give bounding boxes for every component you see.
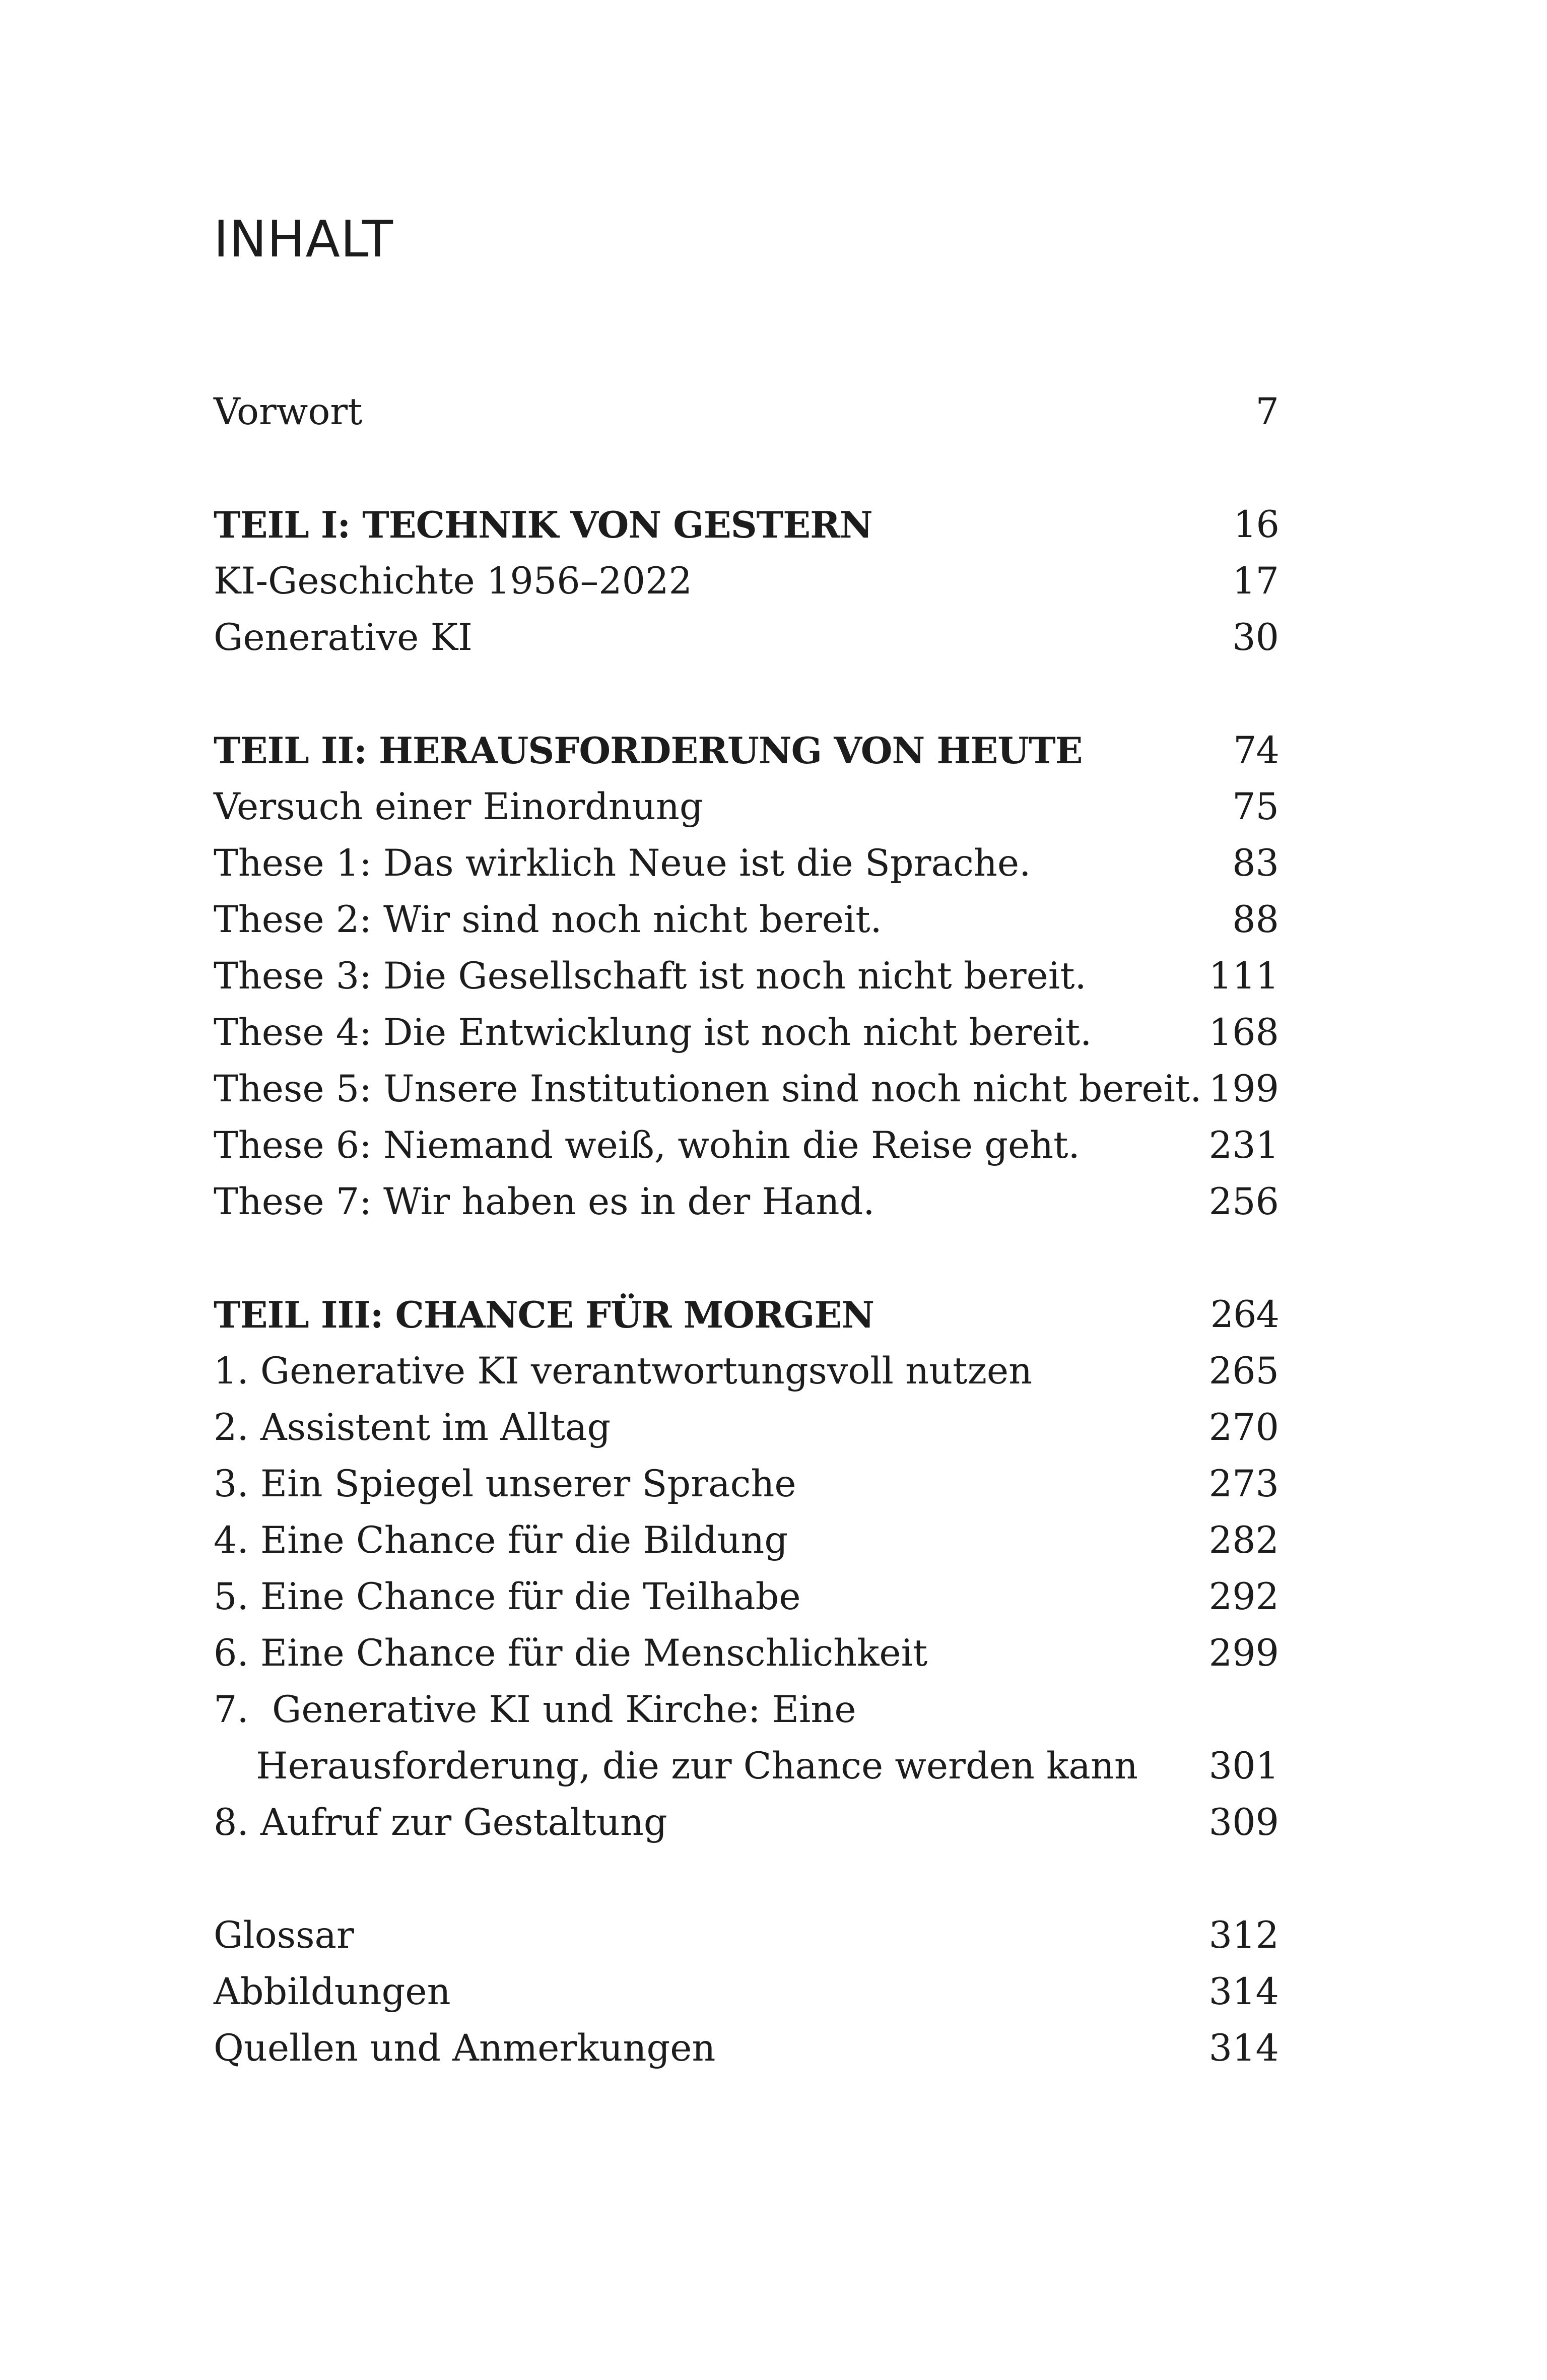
toc-entry-multiline-continuation (214, 1738, 1279, 1795)
toc-entry (214, 1117, 1279, 1174)
toc-entry-title: Vorwort (214, 390, 363, 433)
toc-entry (214, 1343, 1279, 1400)
toc-entry (214, 553, 1279, 610)
toc-entry-title: Versuch einer Einordnung (214, 785, 703, 828)
part-page: 74 (1233, 729, 1279, 772)
part-page: 16 (1233, 503, 1279, 546)
toc-entry-title: These 2: Wir sind noch nicht bereit. (214, 898, 882, 941)
toc-entry-page: 292 (1208, 1575, 1279, 1618)
toc-entry-title: 3. Ein Spiegel unserer Sprache (214, 1463, 796, 1505)
part-title: TEIL I: TECHNIK VON GESTERN (214, 503, 872, 546)
toc-entry-title: These 4: Die Entwicklung ist noch nicht bereit. (214, 1011, 1092, 1054)
toc-entry-page: 314 (1208, 2027, 1279, 2070)
toc-entry-abbildungen (214, 1964, 1279, 2020)
part-title: TEIL II: HERAUSFORDERUNG VON HEUTE (214, 729, 1083, 772)
toc-entry-title: KI-Geschichte 1956–2022 (214, 560, 692, 603)
toc-entry-title: 4. Eine Chance für die Bildung (214, 1519, 788, 1562)
toc-entry-title: 2. Assistent im Alltag (214, 1406, 611, 1449)
section-spacer (214, 440, 1279, 497)
toc-entry-title: 5. Eine Chance für die Teilhabe (214, 1575, 801, 1618)
section-spacer (214, 1230, 1279, 1287)
toc-entry (214, 779, 1279, 835)
toc-entry (214, 948, 1279, 1005)
section-spacer (214, 666, 1279, 722)
toc-entry-page: 265 (1208, 1350, 1279, 1393)
toc-entry-page: 199 (1208, 1068, 1279, 1110)
toc-entry (214, 1512, 1279, 1569)
toc-entry (214, 1061, 1279, 1117)
toc-entry-page: 75 (1232, 785, 1279, 828)
toc-entry-title: Glossar (214, 1914, 354, 1957)
toc-entry-title: 7. Generative KI und Kirche: Eine (214, 1688, 856, 1731)
toc-entry-title: These 5: Unsere Institutionen sind noch nicht bereit. (214, 1068, 1202, 1110)
toc-entry-page: 270 (1208, 1406, 1279, 1449)
table-of-contents (214, 384, 1279, 2077)
toc-entry-glossar (214, 1907, 1279, 1964)
toc-entry (214, 610, 1279, 666)
toc-entry-title: 8. Aufruf zur Gestaltung (214, 1801, 667, 1844)
toc-entry-page: 314 (1208, 1970, 1279, 2013)
toc-entry-title: These 1: Das wirklich Neue ist die Sprache. (214, 842, 1031, 885)
toc-entry-vorwort (214, 384, 1279, 440)
toc-entry-page: 299 (1208, 1632, 1279, 1675)
toc-entry-title: These 3: Die Gesellschaft ist noch nicht bereit. (214, 955, 1087, 998)
toc-entry (214, 835, 1279, 892)
toc-entry-page: 111 (1208, 955, 1279, 998)
toc-entry-page: 312 (1208, 1914, 1279, 1957)
toc-entry-title: Abbildungen (214, 1970, 451, 2013)
toc-entry-page: 17 (1232, 560, 1279, 603)
toc-entry-page: 7 (1255, 390, 1279, 433)
toc-entry (214, 1400, 1279, 1456)
toc-entry-title: 6. Eine Chance für die Menschlichkeit (214, 1632, 928, 1675)
toc-entry-page: 309 (1208, 1801, 1279, 1844)
toc-entry (214, 1569, 1279, 1625)
toc-entry-page: 88 (1232, 898, 1279, 941)
toc-entry (214, 1005, 1279, 1061)
toc-entry (214, 1456, 1279, 1512)
toc-entry-page: 231 (1208, 1124, 1279, 1167)
part-page: 264 (1210, 1293, 1279, 1336)
toc-entry-page: 256 (1208, 1180, 1279, 1223)
toc-entry-page: 273 (1208, 1463, 1279, 1505)
part-heading-1 (214, 497, 1279, 553)
toc-entry-multiline-first (214, 1682, 1279, 1738)
toc-entry-title: Generative KI (214, 616, 473, 659)
part-title: TEIL III: CHANCE FÜR MORGEN (214, 1293, 875, 1336)
toc-entry-page: 168 (1208, 1011, 1279, 1054)
toc-entry-title: These 6: Niemand weiß, wohin die Reise geht. (214, 1124, 1080, 1167)
toc-entry-title: Quellen und Anmerkungen (214, 2027, 716, 2070)
toc-entry-title-continuation: Herausforderung, die zur Chance werden kann (256, 1745, 1138, 1788)
section-spacer (214, 1851, 1279, 1907)
toc-entry (214, 1174, 1279, 1230)
toc-entry-quellen (214, 2020, 1279, 2077)
toc-entry (214, 892, 1279, 948)
toc-entry-page: 30 (1232, 616, 1279, 659)
part-heading-2 (214, 722, 1279, 779)
part-heading-3 (214, 1287, 1279, 1343)
toc-entry-page: 301 (1208, 1745, 1279, 1788)
toc-entry-title: 1. Generative KI verantwortungsvoll nutzen (214, 1350, 1033, 1393)
page-title: INHALT (214, 210, 393, 269)
toc-entry (214, 1795, 1279, 1851)
toc-entry-title: These 7: Wir haben es in der Hand. (214, 1180, 875, 1223)
toc-entry (214, 1625, 1279, 1682)
toc-entry-page: 83 (1232, 842, 1279, 885)
toc-entry-page: 282 (1208, 1519, 1279, 1562)
